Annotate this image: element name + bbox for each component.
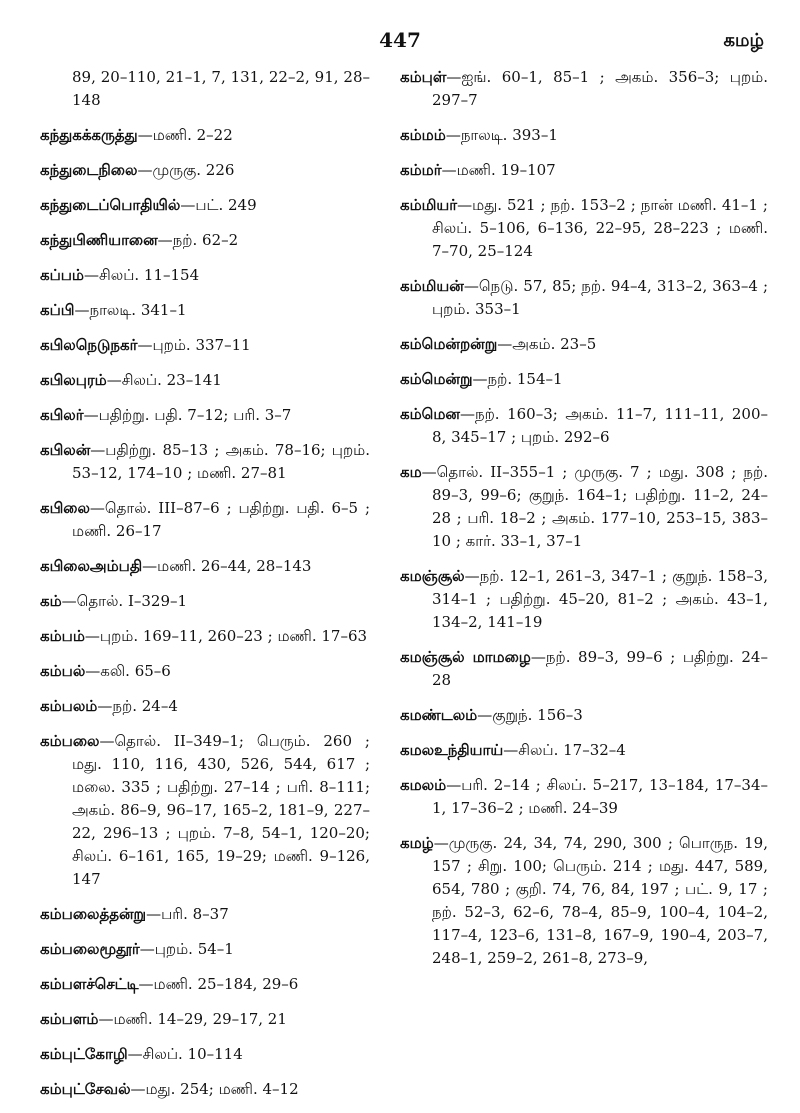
index-entry — [40, 159, 370, 182]
entry-headword: கம்பலை — [40, 732, 100, 750]
index-entry — [40, 590, 370, 613]
index-entry — [400, 832, 768, 970]
entry-references: —மணி. 2–22 — [137, 126, 233, 144]
entry-headword: கபிலன் — [40, 441, 91, 459]
entry-headword: கமண்டலம் — [400, 706, 478, 724]
entry-references: —சிலப். 10–114 — [127, 1045, 243, 1063]
entry-headword: கம — [400, 463, 422, 481]
entry-headword: கம்பளச்செட்டி — [40, 975, 139, 993]
entry-references: —புறம். 169–11, 260–23 ; மணி. 17–63 — [84, 627, 368, 645]
index-entry — [40, 404, 370, 427]
running-head: கமழ் — [723, 30, 764, 51]
entry-headword: கபிலர் — [40, 406, 84, 424]
index-entry — [400, 368, 768, 391]
index-entry — [40, 497, 370, 543]
entry-references: —சிலப். 23–141 — [106, 371, 222, 389]
entry-references: —மணி. 14–29, 29–17, 21 — [98, 1010, 287, 1028]
entry-headword: கம்பலைமூதூர் — [40, 940, 140, 958]
entry-headword: கந்துகக்கருத்து — [40, 126, 138, 144]
entry-headword: கம் — [40, 592, 62, 610]
index-entry — [40, 973, 370, 996]
entry-references: —தொல். II–349–1; பெரும். 260 ; மது. 110, 116, 430, 526, 544, 617 ; மலை. 335 ; பதிற்று. 27–14 ; பரி. 8–111; அகம். 86–9, 96–17, 165–2, 181–9, 227–22, 296–13 ; புறம். 7–8, 54–1, 120–20; சிலப். 6–161, 165, 19–29; மணி. 9–126, 147 — [72, 732, 370, 888]
entry-headword: கமழ் — [400, 834, 434, 852]
entry-headword: கம்மியன் — [400, 277, 464, 295]
entry-headword: கம்மென — [400, 405, 460, 423]
index-entry — [400, 159, 768, 182]
index-entry — [400, 704, 768, 727]
entry-headword: கம்புட்சேவல் — [40, 1080, 131, 1098]
entry-references: 89, 20–110, 21–1, 7, 131, 22–2, 91, 28–148 — [72, 68, 370, 109]
index-entry — [40, 194, 370, 217]
entry-headword: கம்மியர் — [400, 196, 458, 214]
page-number: 447 — [379, 28, 421, 52]
index-entry — [40, 1078, 370, 1101]
index-entry — [40, 1043, 370, 1066]
entry-references: —நாலடி. 341–1 — [74, 301, 187, 319]
entry-references: —சிலப். 17–32–4 — [503, 741, 626, 759]
entry-references: —பரி. 8–37 — [146, 905, 229, 923]
entry-headword: கம்மம் — [400, 126, 446, 144]
entry-headword: கந்துடைப்பொதியில் — [40, 196, 181, 214]
entry-headword: கந்துடைநிலை — [40, 161, 138, 179]
entry-references: —மணி. 25–184, 29–6 — [138, 975, 299, 993]
index-entry — [400, 275, 768, 321]
entry-references: —நற். 62–2 — [157, 231, 239, 249]
entry-headword: கபிலநெடுநகர் — [40, 336, 138, 354]
index-entry — [400, 333, 768, 356]
entry-references: —அகம். 23–5 — [497, 335, 597, 353]
index-entry — [40, 124, 370, 147]
entry-headword: கம்பலம் — [40, 697, 98, 715]
entry-headword: கமலஉந்தியாய் — [400, 741, 504, 759]
index-entry — [40, 334, 370, 357]
index-entry — [400, 66, 768, 112]
index-entry — [40, 660, 370, 683]
index-entry — [40, 625, 370, 648]
entry-headword: கமஞ்சூல் மாமழை — [400, 648, 531, 666]
index-entry — [40, 264, 370, 287]
entry-references: —தொல். II–355–1 ; முருகு. 7 ; மது. 308 ; நற். 89–3, 99–6; குறுந். 164–1; பதிற்று. 11–2, 24–28 ; பரி. 18–2 ; அகம். 177–10, 253–15, 383–10 ; கார். 33–1, 37–1 — [421, 463, 768, 550]
entry-references: —பட். 249 — [180, 196, 257, 214]
entry-headword: கம்பம் — [40, 627, 85, 645]
entry-references: —பரி. 2–14 ; சிலப். 5–217, 13–184, 17–34–1, 17–36–2 ; மணி. 24–39 — [432, 776, 768, 817]
entry-references: —நற். 160–3; அகம். 11–7, 111–11, 200–8, 345–17 ; புறம். 292–6 — [432, 405, 768, 446]
entry-references: —மது. 254; மணி. 4–12 — [130, 1080, 299, 1098]
index-entry — [400, 774, 768, 820]
entry-references: —சிலப். 11–154 — [84, 266, 200, 284]
entry-references: —குறுந். 156–3 — [477, 706, 583, 724]
entry-headword: கப்பம் — [40, 266, 84, 284]
entry-references: —நற். 154–1 — [472, 370, 563, 388]
entry-headword: கபிலபுரம் — [40, 371, 107, 389]
index-entry — [40, 439, 370, 485]
index-entry — [40, 299, 370, 322]
index-entry — [400, 646, 768, 692]
entry-headword: கம்மென்று — [400, 370, 473, 388]
entry-headword: கமஞ்சூல் — [400, 567, 465, 585]
index-entry — [400, 194, 768, 263]
index-entry — [40, 1008, 370, 1031]
entry-references: —நாலடி. 393–1 — [445, 126, 558, 144]
entry-headword: கப்பி — [40, 301, 75, 319]
entry-headword: கம்மர் — [400, 161, 442, 179]
index-entry — [40, 695, 370, 718]
entry-headword: கம்பளம் — [40, 1010, 99, 1028]
entry-references: —நெடு. 57, 85; நற். 94–4, 313–2, 363–4 ; புறம். 353–1 — [432, 277, 768, 318]
index-entry — [40, 555, 370, 578]
entry-headword: கம்பலைத்தன்று — [40, 905, 147, 923]
entry-references: —மது. 521 ; நற். 153–2 ; நான் மணி. 41–1 ; சிலப். 5–106, 6–136, 22–95, 28–223 ; மணி. 7–70, 25–124 — [432, 196, 768, 260]
index-entry — [400, 461, 768, 553]
entry-headword: கம்புட்கோழி — [40, 1045, 128, 1063]
entry-references: —புறம். 337–11 — [137, 336, 251, 354]
entry-references: —கலி. 65–6 — [85, 662, 171, 680]
entry-references: —முருகு. 226 — [137, 161, 235, 179]
entry-references: —மணி. 26–44, 28–143 — [142, 557, 312, 575]
entry-references: —ஐங். 60–1, 85–1 ; அகம். 356–3; புறம். 297–7 — [432, 68, 768, 109]
index-entry — [400, 403, 768, 449]
right-column — [400, 66, 768, 982]
entry-headword: கந்துபிணியானை — [40, 231, 158, 249]
entry-headword: கமலம் — [400, 776, 447, 794]
index-entry — [400, 124, 768, 147]
index-entry — [400, 739, 768, 762]
entry-headword: கம்புள் — [400, 68, 447, 86]
entry-references: —நற். 89–3, 99–6 ; பதிற்று. 24–28 — [432, 648, 768, 689]
entry-references: —நற். 12–1, 261–3, 347–1 ; குறுந். 158–3, 314–1 ; பதிற்று. 45–20, 81–2 ; அகம். 43–1, 134–2, 141–19 — [432, 567, 768, 631]
entry-references: —நற். 24–4 — [97, 697, 178, 715]
entry-references: —தொல். III–87–6 ; பதிற்று. பதி. 6–5 ; மணி. 26–17 — [72, 499, 370, 540]
entry-headword: கபிலை — [40, 499, 90, 517]
index-entry — [40, 66, 370, 112]
index-entry — [40, 938, 370, 961]
index-entry — [40, 229, 370, 252]
entry-headword: கம்மென்றன்று — [400, 335, 498, 353]
left-column — [40, 66, 370, 1113]
entry-references: —மணி. 19–107 — [441, 161, 556, 179]
entry-references: —பதிற்று. 85–13 ; அகம். 78–16; புறம். 53–12, 174–10 ; மணி. 27–81 — [72, 441, 370, 482]
entry-references: —தொல். I–329–1 — [61, 592, 188, 610]
entry-references: —பதிற்று. பதி. 7–12; பரி. 3–7 — [83, 406, 292, 424]
entry-headword: கம்பல் — [40, 662, 86, 680]
entry-references: —முருகு. 24, 34, 74, 290, 300 ; பொருந. 19, 157 ; சிறு. 100; பெரும். 214 ; மது. 447, 589, 654, 780 ; குறி. 74, 76, 84, 197 ; பட். 9, 17 ; நற். 52–3, 62–6, 78–4, 85–9, 100–4, 104–2, 117–4, 123–6, 131–8, 167–9, 190–4, 203–7, 248–1, 259–2, 261–8, 273–9, — [432, 834, 768, 967]
index-entry — [400, 565, 768, 634]
index-entry — [40, 903, 370, 926]
index-entry — [40, 730, 370, 891]
entry-references: —புறம். 54–1 — [139, 940, 234, 958]
entry-headword: கபிலைஅம்பதி — [40, 557, 143, 575]
index-entry — [40, 369, 370, 392]
